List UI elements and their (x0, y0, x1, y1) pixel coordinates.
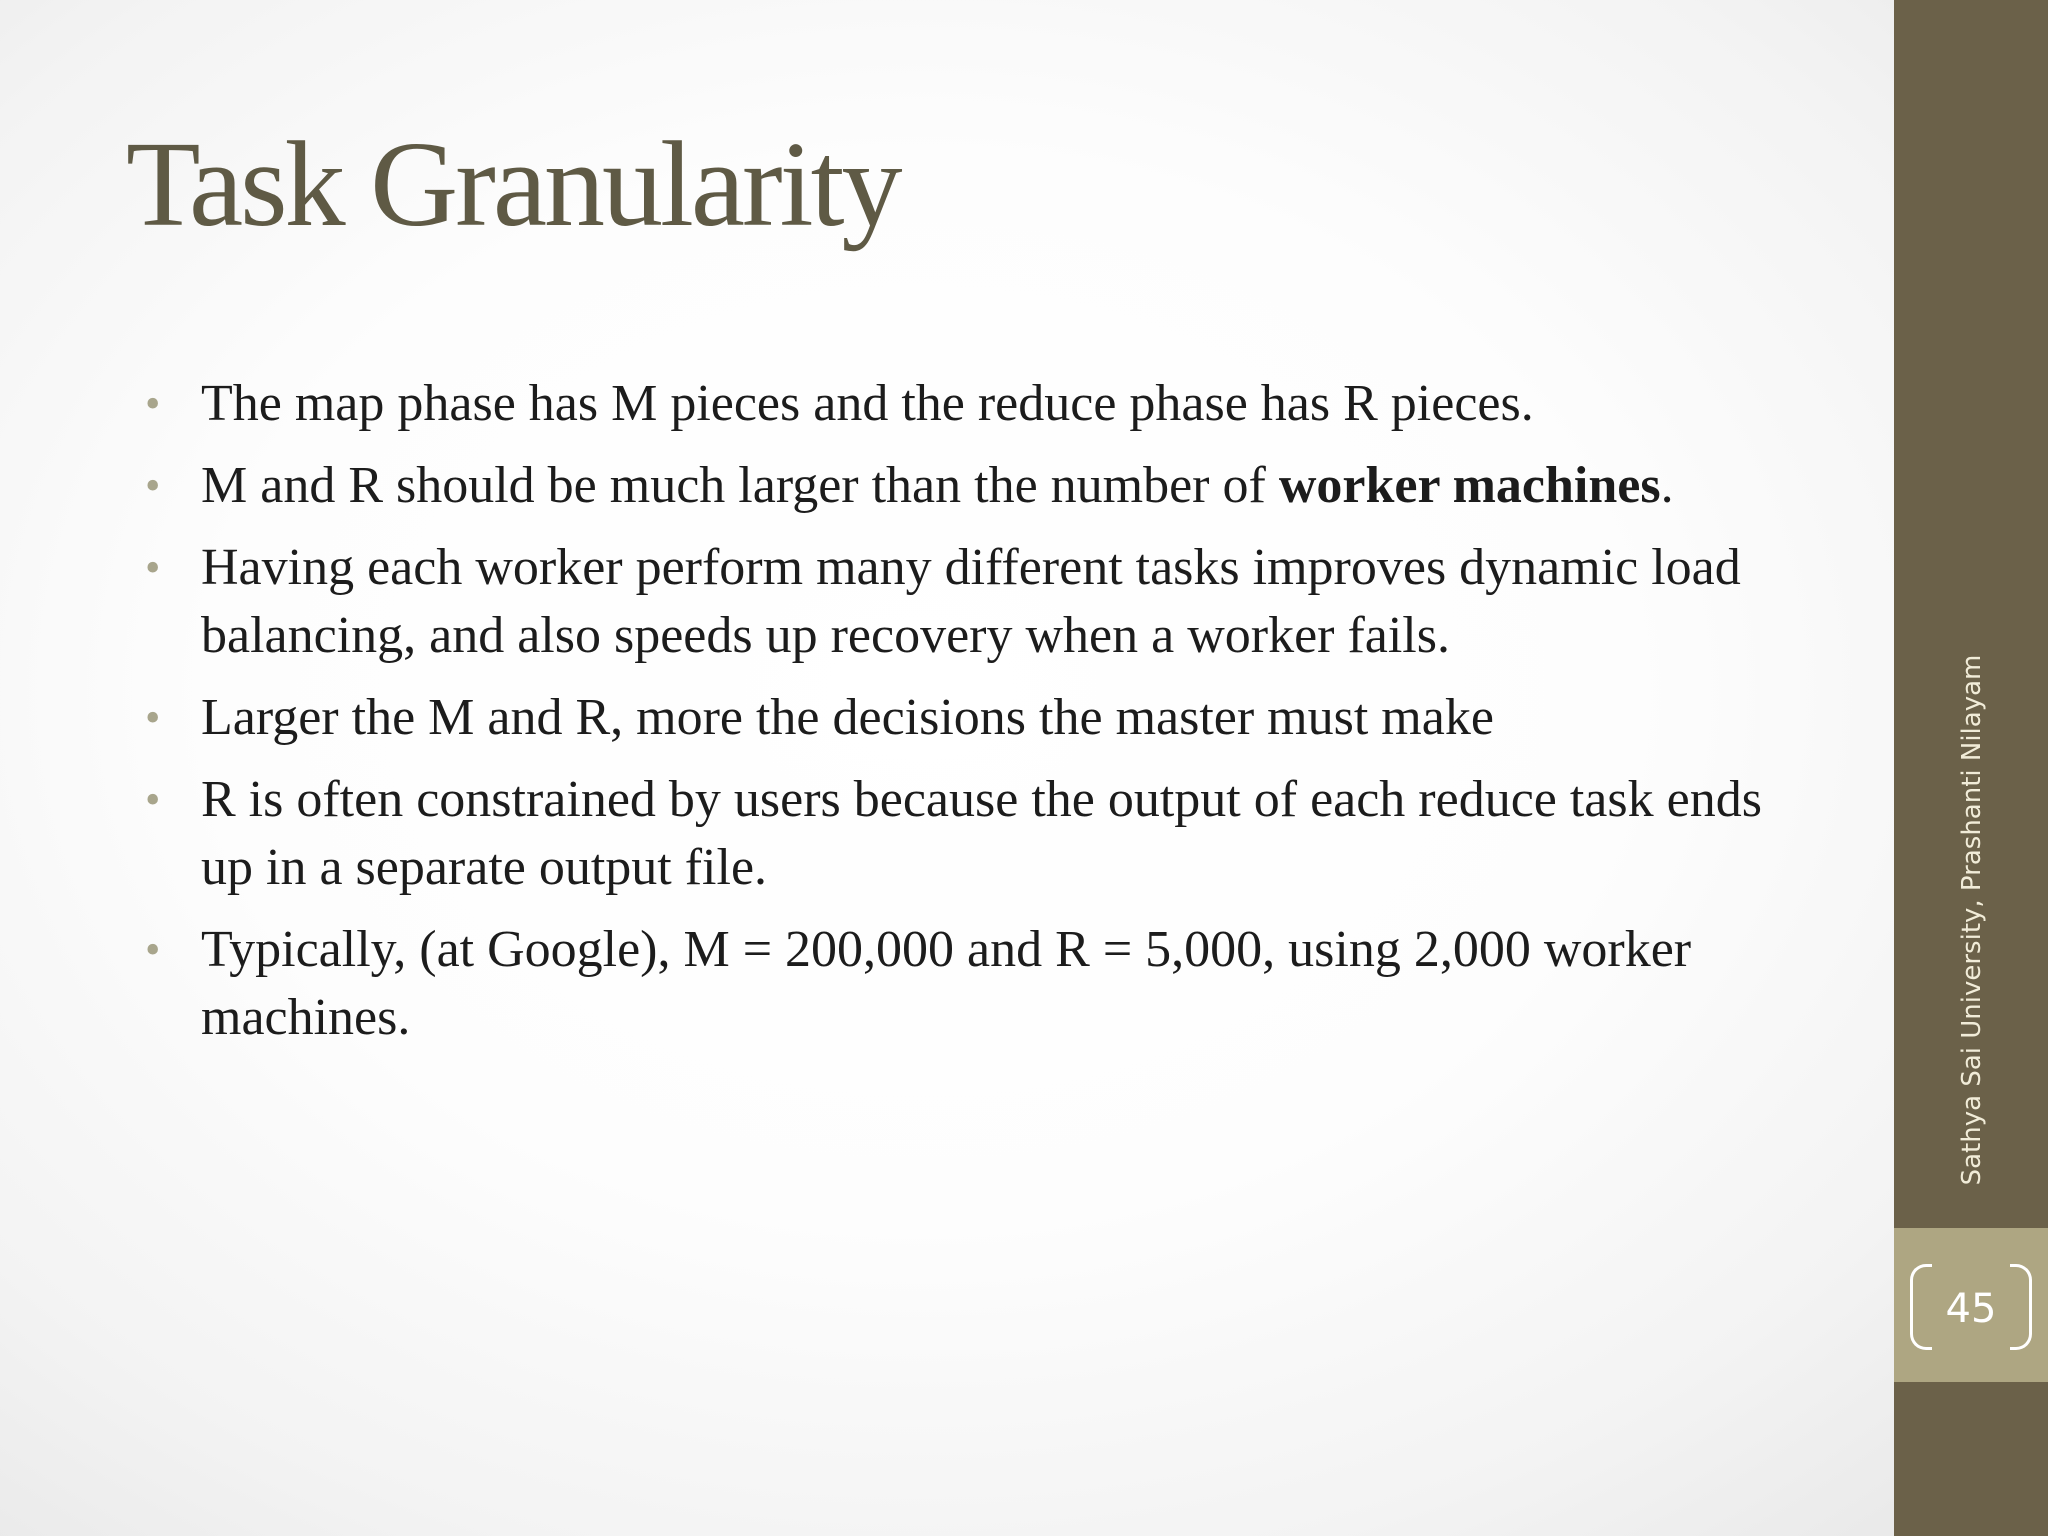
bullet-dot-icon: • (145, 775, 161, 824)
bullet-text: Larger the M and R, more the decisions the master must make (201, 689, 1494, 746)
bullet-dot-icon: • (145, 925, 161, 974)
bullet-dot-icon: • (145, 543, 161, 592)
right-bracket-icon (2010, 1264, 2032, 1350)
bullet-dot-icon: • (145, 693, 161, 742)
left-bracket-icon (1910, 1264, 1932, 1350)
bullet-dot-icon: • (145, 461, 161, 510)
page-number: 45 (1945, 1286, 1997, 1332)
bullet-dot-icon: • (145, 379, 161, 428)
bullet-text: R is often constrained by users because the output of each reduce task ends up in a separate output file. (201, 771, 1762, 896)
bullet-item (145, 452, 1805, 520)
bullet-text: Typically, (at Google), M = 200,000 and R = 5,000, using 2,000 worker machines. (201, 921, 1692, 1046)
bullet-item (145, 534, 1805, 670)
bullet-text: M and R should be much larger than the number of (201, 457, 1279, 514)
bullet-item (145, 684, 1805, 752)
bullet-text-bold: worker machines (1278, 457, 1661, 514)
bullet-item (145, 916, 1805, 1052)
bullet-text: . (1660, 457, 1674, 514)
bullet-text: Having each worker perform many different tasks improves dynamic load balancing, and also speeds up recovery when a worker fails. (201, 539, 1741, 664)
bullet-item (145, 370, 1805, 438)
bullet-item (145, 766, 1805, 902)
bullet-text: The map phase has M pieces and the reduce phase has R pieces. (201, 375, 1534, 432)
slide-title: Task Granularity (126, 117, 900, 252)
bullet-list (145, 370, 1805, 1066)
sidebar-footer-text: Sathya Sai University, Prashanti Nilayam (1957, 654, 1987, 1186)
